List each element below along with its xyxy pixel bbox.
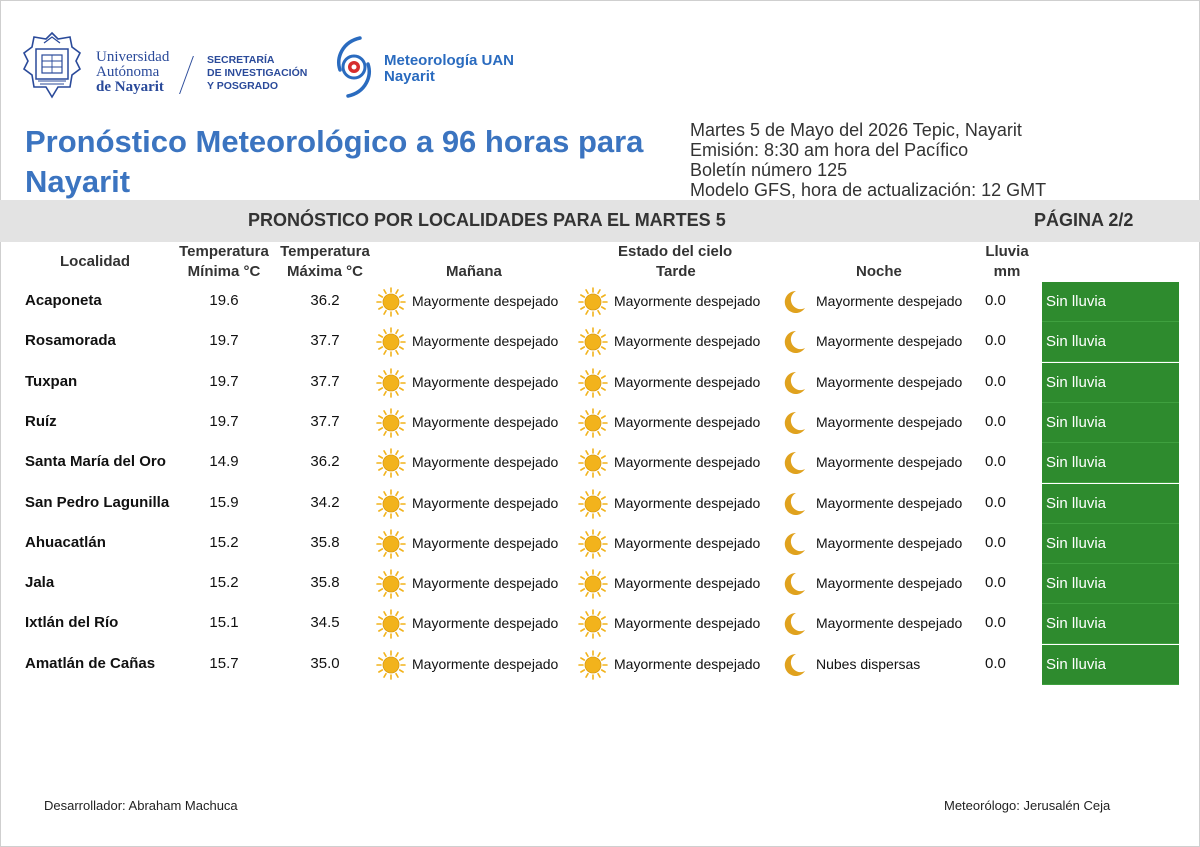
university-line-1: Universidad [96, 49, 170, 65]
moon-icon [778, 488, 810, 520]
sun-icon [375, 488, 407, 520]
moon-icon [778, 649, 810, 681]
sun-icon [577, 407, 609, 439]
temp-max: 35.8 [310, 533, 340, 551]
table-row [0, 645, 1200, 685]
sky-morning: Mayormente despejado [412, 575, 559, 592]
header-tmin-line-1: Temperatura [179, 243, 269, 260]
university-line-3: de Nayarit [96, 79, 164, 95]
sun-icon [375, 649, 407, 681]
sky-afternoon: Mayormente despejado [614, 333, 761, 350]
header-estado-cielo: Estado del cielo [618, 243, 733, 260]
sun-icon [375, 447, 407, 479]
rain-mm: 0.0 [985, 332, 1006, 350]
secretaria-line-3: Y POSGRADO [207, 80, 278, 92]
rain-status: Sin lluvia [1042, 322, 1179, 362]
rain-mm: 0.0 [985, 372, 1006, 390]
sky-morning: Mayormente despejado [412, 615, 559, 632]
rain-status: Sin lluvia [1042, 645, 1179, 685]
page-title: Pronóstico Meteorológico a 96 horas para Nayarit [25, 124, 644, 199]
temp-max: 34.2 [310, 493, 340, 511]
sky-morning: Mayormente despejado [412, 333, 559, 350]
sky-night: Mayormente despejado [816, 494, 963, 511]
sky-morning: Mayormente despejado [412, 494, 559, 511]
sun-icon [375, 568, 407, 600]
rain-mm: 0.0 [985, 292, 1006, 309]
header-tmax-line-1: Temperatura [280, 243, 370, 260]
temp-min: 15.9 [209, 493, 239, 511]
sun-icon [577, 326, 609, 358]
rain-status: Sin lluvia [1042, 604, 1179, 644]
table-row [0, 363, 1200, 403]
rain-status: Sin lluvia [1042, 363, 1179, 403]
header-lluvia-line-2: mm [993, 263, 1021, 280]
moon-icon [778, 367, 810, 399]
sky-night: Mayormente despejado [816, 333, 963, 350]
sky-afternoon: Mayormente despejado [614, 615, 761, 632]
rain-status: Sin lluvia [1042, 484, 1179, 524]
sun-icon [577, 447, 609, 479]
table-row [0, 484, 1200, 524]
header-tmin-line-2: Mínima °C [187, 263, 261, 280]
sun-icon [577, 568, 609, 600]
rain-status: Sin lluvia [1042, 403, 1179, 443]
table-row [0, 524, 1200, 564]
sky-afternoon: Mayormente despejado [614, 454, 761, 471]
bulletin-info [690, 120, 1046, 200]
sky-morning: Mayormente despejado [412, 293, 559, 309]
temp-max: 36.2 [310, 292, 340, 309]
table-row [0, 403, 1200, 443]
location-name: Amatlán de Cañas [25, 654, 156, 672]
location-name: San Pedro Lagunilla [25, 493, 170, 511]
temp-max: 37.7 [310, 372, 340, 390]
sun-icon [577, 608, 609, 640]
header-tarde: Tarde [656, 263, 696, 280]
rain-status: Sin lluvia [1042, 524, 1179, 564]
temp-max: 35.8 [310, 574, 340, 592]
sky-night: Nubes dispersas [816, 655, 921, 672]
university-line-2: Autónoma [96, 64, 160, 80]
sun-icon [375, 608, 407, 640]
sun-icon [375, 367, 407, 399]
sky-night: Mayormente despejado [816, 575, 963, 592]
temp-min: 15.2 [209, 574, 239, 592]
temp-min: 19.6 [209, 292, 239, 309]
header-tmin [176, 242, 272, 282]
temp-max: 35.0 [310, 654, 340, 672]
sky-afternoon: Mayormente despejado [614, 655, 761, 672]
meteorologist-credit: Meteorólogo: Jerusalén Ceja [944, 798, 1111, 813]
moon-icon [778, 568, 810, 600]
rain-mm: 0.0 [985, 493, 1006, 511]
rain-mm: 0.0 [985, 412, 1006, 430]
sky-night: Mayormente despejado [816, 293, 963, 309]
sky-morning: Mayormente despejado [412, 413, 559, 430]
sun-icon [577, 488, 609, 520]
sky-afternoon: Mayormente despejado [614, 293, 761, 309]
location-name: Ixtlán del Río [25, 614, 119, 632]
info-bulletin: Boletín número 125 [690, 160, 848, 180]
section-title: PRONÓSTICO POR LOCALIDADES PARA EL MARTES 5 [248, 210, 726, 230]
page-number: PÁGINA 2/2 [1034, 210, 1134, 230]
sun-icon [375, 528, 407, 560]
sun-icon [577, 286, 609, 318]
temp-min: 19.7 [209, 412, 239, 430]
rain-mm: 0.0 [985, 533, 1006, 551]
temp-max: 36.2 [310, 453, 340, 471]
sky-night: Mayormente despejado [816, 615, 963, 632]
location-name: Ruíz [25, 412, 57, 430]
moon-icon [778, 447, 810, 479]
sky-night: Mayormente despejado [816, 413, 963, 430]
rain-mm: 0.0 [985, 614, 1006, 632]
table-row [0, 322, 1200, 362]
rain-status: Sin lluvia [1042, 282, 1179, 322]
header-tmax-line-2: Máxima °C [286, 263, 364, 280]
sky-night: Mayormente despejado [816, 534, 963, 551]
sun-icon [375, 286, 407, 318]
sun-icon [577, 367, 609, 399]
hurricane-logo-icon [330, 34, 378, 100]
temp-min: 15.1 [209, 614, 239, 632]
moon-icon [778, 528, 810, 560]
temp-min: 19.7 [209, 372, 239, 390]
sun-icon [577, 649, 609, 681]
location-name: Ahuacatlán [25, 533, 106, 551]
meteo-uan-name [384, 53, 514, 85]
table-row [0, 604, 1200, 644]
rain-status: Sin lluvia [1042, 564, 1179, 604]
location-name: Santa María del Oro [25, 453, 166, 471]
temp-min: 15.7 [209, 654, 239, 672]
secretaria-name [207, 54, 307, 93]
developer-credit: Desarrollador: Abraham Machuca [44, 798, 238, 813]
location-name: Jala [25, 574, 55, 592]
sky-morning: Mayormente despejado [412, 655, 559, 672]
sun-icon [577, 528, 609, 560]
moon-icon [778, 407, 810, 439]
sky-morning: Mayormente despejado [412, 454, 559, 471]
sun-icon [375, 326, 407, 358]
temp-min: 14.9 [209, 453, 239, 471]
sky-afternoon: Mayormente despejado [614, 413, 761, 430]
temp-max: 37.7 [310, 412, 340, 430]
temp-min: 15.2 [209, 533, 239, 551]
header-lluvia-line-1: Lluvia [985, 243, 1029, 260]
header-lluvia [980, 242, 1034, 282]
sky-afternoon: Mayormente despejado [614, 575, 761, 592]
meteo-line-2: Nayarit [384, 68, 435, 85]
rain-mm: 0.0 [985, 574, 1006, 592]
rain-status: Sin lluvia [1042, 443, 1179, 483]
sky-morning: Mayormente despejado [412, 373, 559, 390]
sky-afternoon: Mayormente despejado [614, 534, 761, 551]
sky-night: Mayormente despejado [816, 454, 963, 471]
location-name: Rosamorada [25, 332, 116, 350]
location-name: Tuxpan [25, 372, 78, 390]
header-manana: Mañana [446, 263, 502, 280]
university-name [96, 50, 169, 95]
sky-afternoon: Mayormente despejado [614, 494, 761, 511]
table-row [0, 564, 1200, 604]
secretaria-line-1: SECRETARÍA [207, 54, 275, 66]
uan-seal-icon [20, 31, 84, 101]
sky-morning: Mayormente despejado [412, 534, 559, 551]
temp-min: 19.7 [209, 332, 239, 350]
moon-icon [778, 286, 810, 318]
moon-icon [778, 608, 810, 640]
temp-max: 37.7 [310, 332, 340, 350]
moon-icon [778, 326, 810, 358]
info-emission: Emisión: 8:30 am hora del Pacífico [690, 140, 969, 160]
sun-icon [375, 407, 407, 439]
info-model: Modelo GFS, hora de actualización: 12 GMT [690, 180, 1047, 200]
header-localidad: Localidad [60, 253, 131, 270]
header-noche: Noche [856, 263, 902, 280]
location-name: Acaponeta [25, 292, 102, 309]
meteo-line-1: Meteorología UAN [384, 52, 515, 69]
info-date: Martes 5 de Mayo del 2026 Tepic, Nayarit [690, 120, 1022, 140]
rain-mm: 0.0 [985, 453, 1006, 471]
table-row [0, 443, 1200, 483]
header-tmax [276, 242, 374, 282]
sky-night: Mayormente despejado [816, 373, 963, 390]
table-row [0, 282, 1200, 322]
secretaria-line-2: DE INVESTIGACIÓN [207, 67, 308, 79]
sky-afternoon: Mayormente despejado [614, 373, 761, 390]
temp-max: 34.5 [310, 614, 340, 632]
rain-mm: 0.0 [985, 654, 1006, 672]
